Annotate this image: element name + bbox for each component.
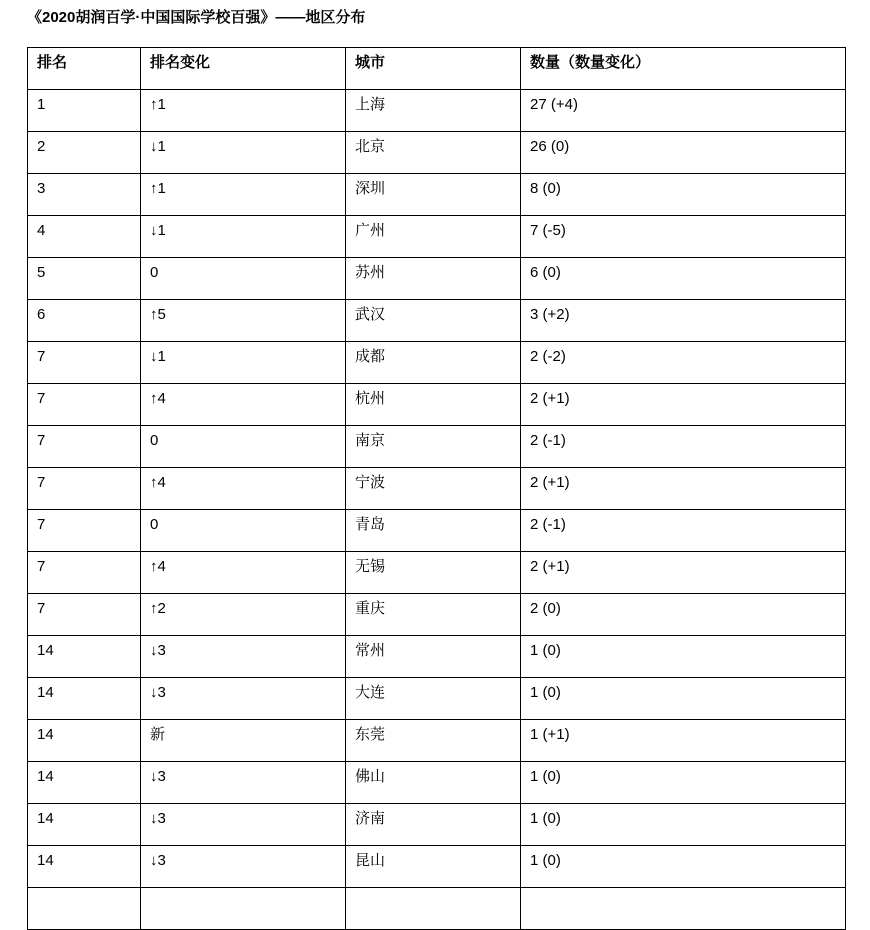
table-row — [28, 552, 846, 594]
table-cell: 0 — [141, 258, 346, 300]
table-cell: 成都 — [346, 342, 521, 384]
table-cell: 杭州 — [346, 384, 521, 426]
table-cell: ↑4 — [141, 384, 346, 426]
table-cell: 3 — [28, 174, 141, 216]
table-cell: ↑1 — [141, 90, 346, 132]
table-cell: 8 (0) — [521, 174, 846, 216]
table-cell: 7 — [28, 468, 141, 510]
table-cell: 青岛 — [346, 510, 521, 552]
table-cell: 2 (-2) — [521, 342, 846, 384]
table-cell: 2 (-1) — [521, 426, 846, 468]
table-row — [28, 468, 846, 510]
table-row — [28, 594, 846, 636]
table-cell: 重庆 — [346, 594, 521, 636]
table-cell: 武汉 — [346, 300, 521, 342]
table-cell: ↓1 — [141, 216, 346, 258]
table-cell: ↓3 — [141, 846, 346, 888]
table-cell: 6 (0) — [521, 258, 846, 300]
table-row — [28, 342, 846, 384]
table-cell: 2 (+1) — [521, 468, 846, 510]
table-cell: 4 — [28, 216, 141, 258]
table-cell: ↓3 — [141, 762, 346, 804]
table-row — [28, 90, 846, 132]
table-cell: 14 — [28, 678, 141, 720]
table-cell: 14 — [28, 804, 141, 846]
table-cell: 昆山 — [346, 846, 521, 888]
table-cell: 1 (0) — [521, 804, 846, 846]
table-cell: 东莞 — [346, 720, 521, 762]
table-cell: ↑2 — [141, 594, 346, 636]
table-cell: 0 — [141, 510, 346, 552]
table-row — [28, 762, 846, 804]
table-row — [28, 510, 846, 552]
table-cell: ↓1 — [141, 132, 346, 174]
table-body — [28, 90, 846, 930]
table-row — [28, 132, 846, 174]
table-cell: 7 — [28, 594, 141, 636]
table-cell: 14 — [28, 636, 141, 678]
table-cell: 广州 — [346, 216, 521, 258]
table-row — [28, 888, 846, 930]
table-cell: 深圳 — [346, 174, 521, 216]
table-row — [28, 846, 846, 888]
table-cell: 2 (-1) — [521, 510, 846, 552]
table-cell: 北京 — [346, 132, 521, 174]
table-cell: 14 — [28, 762, 141, 804]
page-title: 《2020胡润百学·中国国际学校百强》——地区分布 — [27, 9, 366, 26]
table-cell: 宁波 — [346, 468, 521, 510]
table-cell: 大连 — [346, 678, 521, 720]
table-row — [28, 426, 846, 468]
column-header-city: 城市 — [346, 48, 521, 90]
table-row — [28, 636, 846, 678]
table-cell: 济南 — [346, 804, 521, 846]
table-row — [28, 384, 846, 426]
table-cell: 新 — [141, 720, 346, 762]
table-row — [28, 678, 846, 720]
table-cell: 27 (+4) — [521, 90, 846, 132]
table-cell: 1 (0) — [521, 846, 846, 888]
table-cell — [28, 888, 141, 930]
table-cell: 14 — [28, 720, 141, 762]
column-header-rank: 排名 — [28, 48, 141, 90]
table-cell: 7 — [28, 552, 141, 594]
table-cell: 南京 — [346, 426, 521, 468]
table-cell — [521, 888, 846, 930]
table-cell: 2 (+1) — [521, 552, 846, 594]
table-row — [28, 258, 846, 300]
table-cell: 0 — [141, 426, 346, 468]
table-cell: 7 — [28, 510, 141, 552]
table-cell: 26 (0) — [521, 132, 846, 174]
table-cell: 2 — [28, 132, 141, 174]
table-cell: ↑4 — [141, 468, 346, 510]
table-cell: 苏州 — [346, 258, 521, 300]
column-header-rank-change: 排名变化 — [141, 48, 346, 90]
table-cell — [141, 888, 346, 930]
table-row — [28, 804, 846, 846]
table-cell: 1 (0) — [521, 636, 846, 678]
table-cell: 7 — [28, 342, 141, 384]
table-row — [28, 720, 846, 762]
table-header-row — [28, 48, 846, 90]
table-cell: 2 (0) — [521, 594, 846, 636]
table-cell: 5 — [28, 258, 141, 300]
table-cell — [346, 888, 521, 930]
table-cell: 佛山 — [346, 762, 521, 804]
table-cell: ↑1 — [141, 174, 346, 216]
table-cell: 7 — [28, 384, 141, 426]
table-cell: 1 — [28, 90, 141, 132]
region-distribution-table — [27, 47, 846, 930]
table-cell: 常州 — [346, 636, 521, 678]
table-cell: 2 (+1) — [521, 384, 846, 426]
table-cell: 无锡 — [346, 552, 521, 594]
table-cell: 1 (0) — [521, 678, 846, 720]
table-cell: 1 (0) — [521, 762, 846, 804]
table-cell: 7 — [28, 426, 141, 468]
table-cell: ↓3 — [141, 804, 346, 846]
table-cell: ↓3 — [141, 678, 346, 720]
table-cell: 3 (+2) — [521, 300, 846, 342]
table-cell: 7 (-5) — [521, 216, 846, 258]
table-cell: 6 — [28, 300, 141, 342]
column-header-quantity: 数量（数量变化） — [521, 48, 846, 90]
table-cell: 14 — [28, 846, 141, 888]
table-row — [28, 174, 846, 216]
table-cell: ↓1 — [141, 342, 346, 384]
table-cell: ↓3 — [141, 636, 346, 678]
table-cell: ↑5 — [141, 300, 346, 342]
table-row — [28, 216, 846, 258]
table-cell: 1 (+1) — [521, 720, 846, 762]
table-cell: ↑4 — [141, 552, 346, 594]
table-row — [28, 300, 846, 342]
table-cell: 上海 — [346, 90, 521, 132]
